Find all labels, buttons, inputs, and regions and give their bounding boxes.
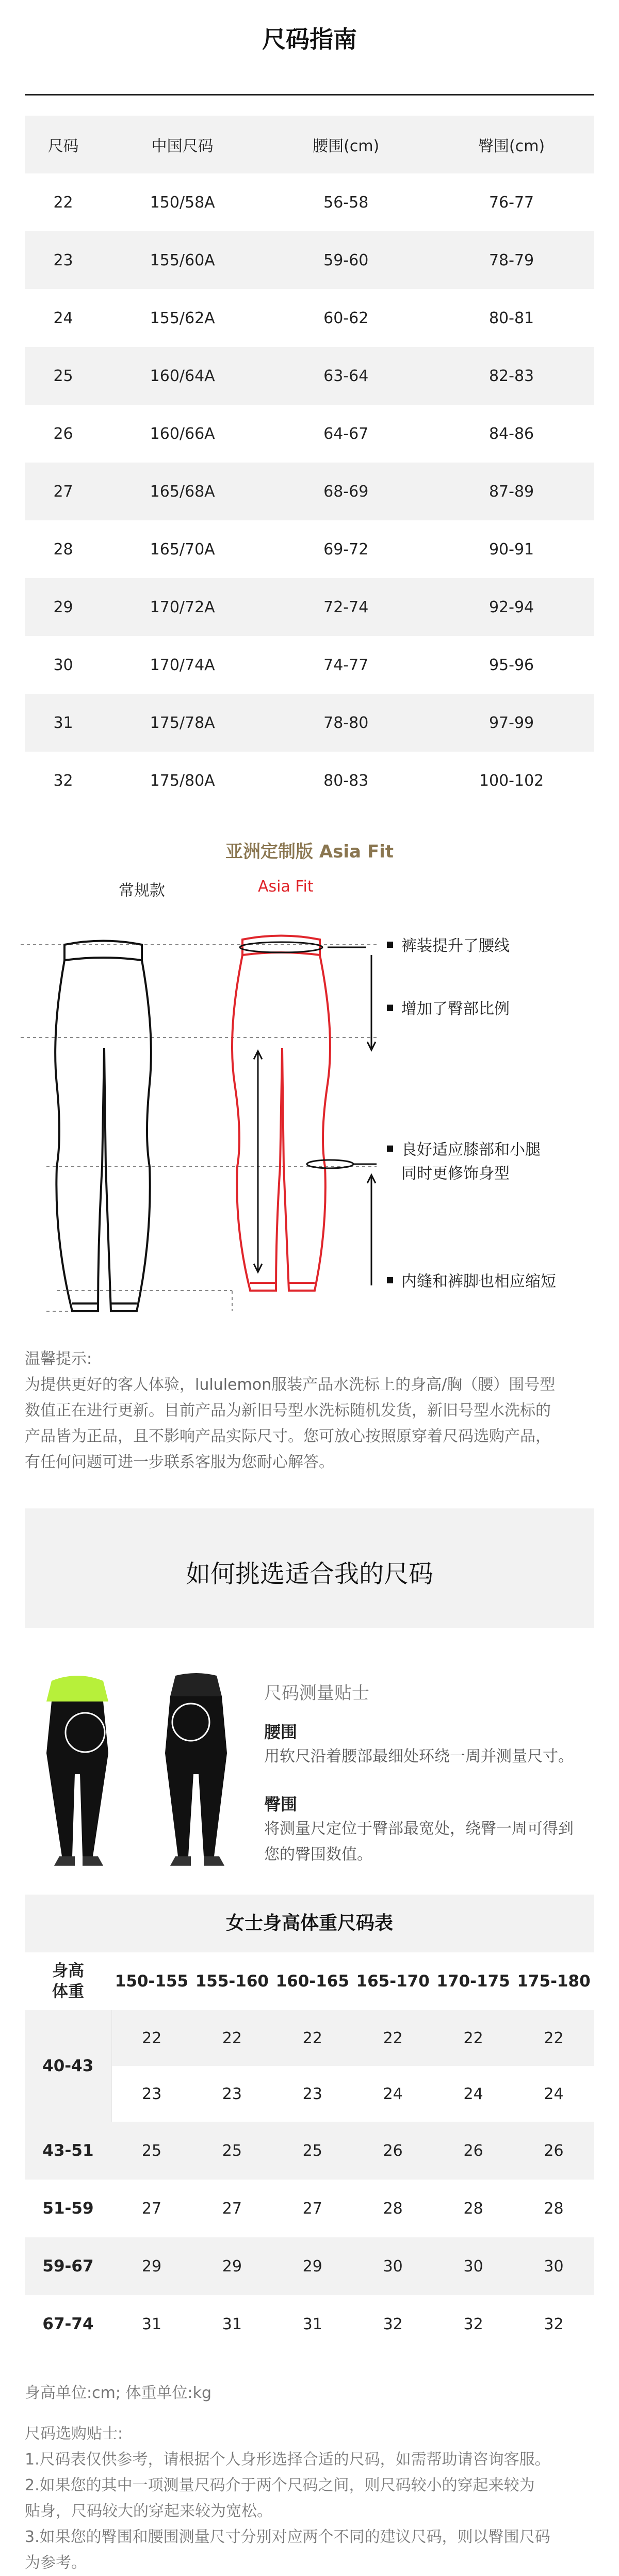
- header-size: 尺码: [47, 137, 79, 155]
- size-cell: 22: [433, 2010, 514, 2066]
- cell-hip: 80-81: [488, 309, 534, 327]
- cell-waist: 68-69: [323, 482, 369, 501]
- size-table: [25, 116, 594, 809]
- size-cell: 25: [272, 2122, 353, 2180]
- size-cell: 23: [111, 2066, 192, 2122]
- how-to-banner: [25, 1508, 594, 1628]
- cell-size: 30: [53, 656, 73, 674]
- cell-hip: 84-86: [488, 424, 534, 443]
- cell-waist: 64-67: [323, 424, 369, 443]
- size-cell: 22: [111, 2010, 192, 2066]
- size-cell: 32: [463, 2315, 483, 2333]
- cell-waist: 74-77: [323, 656, 369, 674]
- regular-label: 常规款: [119, 882, 165, 900]
- cell-cn-size: 175/80A: [150, 771, 215, 790]
- note-text: 良好适应膝部和小腿: [401, 1141, 541, 1159]
- weight-cell: 59-67: [25, 2237, 111, 2295]
- cell-waist: 72-74: [323, 598, 369, 616]
- page-title: 尺码指南: [262, 25, 357, 53]
- hw-table-title: 女士身高体重尺码表: [25, 1895, 594, 1952]
- cell-waist: 80-83: [323, 771, 369, 790]
- waist-heading: 腰围: [264, 1722, 298, 1742]
- size-cell: 31: [141, 2315, 162, 2333]
- cell-hip: 87-89: [488, 482, 534, 501]
- note-shape: 同时更修饰身型: [401, 1165, 510, 1183]
- cell-waist: 78-80: [323, 713, 369, 732]
- table-row: [25, 289, 594, 347]
- size-cell: 23: [302, 2085, 322, 2103]
- note-text: 增加了臀部比例: [401, 1000, 510, 1018]
- measure-title: 尺码测量贴士: [264, 1683, 369, 1704]
- advice-line: 2.如果您的其中一项测量尺码介于两个尺码之间，则尺码较小的穿起来较为: [25, 2476, 535, 2494]
- waist-text: 用软尺沿着腰部最细处环绕一周并测量尺寸。: [264, 1747, 574, 1766]
- bullet-icon: [387, 1005, 393, 1011]
- cell-waist: 60-62: [323, 309, 369, 327]
- hip-text: [264, 1816, 599, 1868]
- size-cell: 24: [544, 2085, 564, 2103]
- cell-cn-size: 165/68A: [150, 482, 215, 501]
- height-col: 150-155: [115, 1972, 189, 1991]
- weight-cell: 40-43: [25, 2010, 111, 2122]
- bullet-icon: [387, 1146, 393, 1152]
- size-cell: 26: [514, 2122, 594, 2180]
- note-knee: [387, 1138, 541, 1162]
- cell-size: 31: [53, 713, 73, 732]
- cell-hip: 82-83: [488, 367, 534, 385]
- cell-hip: 100-102: [479, 771, 544, 790]
- size-cell: 29: [272, 2237, 353, 2295]
- size-cell: 24: [383, 2085, 403, 2103]
- weight-cell: 51-59: [42, 2199, 94, 2218]
- cell-waist: 63-64: [323, 367, 369, 385]
- weight-cell: 67-74: [42, 2315, 94, 2333]
- table-row: [25, 405, 594, 463]
- cell-cn-size: 170/72A: [150, 598, 215, 616]
- table-row: [25, 578, 594, 636]
- size-cell: 27: [141, 2199, 162, 2218]
- table-row: [25, 2122, 594, 2180]
- height-col: 155-160: [195, 1972, 269, 1991]
- note-inseam: [387, 1270, 556, 1294]
- table-row: [25, 231, 594, 289]
- table-row: [25, 463, 594, 520]
- cell-waist: 59-60: [323, 251, 369, 269]
- note-text: 裤装提升了腰线: [401, 937, 510, 955]
- hw-table: [25, 1952, 594, 2353]
- cell-waist: 69-72: [323, 540, 369, 559]
- advice-line: 为参考。: [25, 2554, 87, 2572]
- model-back-image: [150, 1671, 242, 1877]
- asia-fit-figure: [15, 878, 604, 1332]
- cell-cn-size: 160/64A: [150, 367, 215, 385]
- cell-size: 26: [53, 424, 73, 443]
- size-cell: 22: [272, 2010, 353, 2066]
- cell-cn-size: 155/62A: [150, 309, 215, 327]
- table-row: [25, 520, 594, 578]
- unit-note: 身高单位:cm; 体重单位:kg: [25, 2384, 211, 2402]
- advice-title: 尺码选购贴士:: [25, 2425, 123, 2443]
- cell-size: 22: [53, 193, 73, 212]
- asia-fit-title: 亚洲定制版 Asia Fit: [225, 841, 394, 862]
- table-row: [25, 752, 594, 809]
- cell-cn-size: 150/58A: [150, 193, 215, 212]
- cell-cn-size: 165/70A: [150, 540, 215, 559]
- cell-size: 32: [53, 771, 73, 790]
- size-cell: 26: [353, 2122, 433, 2180]
- size-cell: 29: [192, 2237, 272, 2295]
- size-cell: 27: [302, 2199, 322, 2218]
- size-cell: 28: [383, 2199, 403, 2218]
- note-waistline: [387, 934, 510, 958]
- note-text: 内缝和裤脚也相应缩短: [401, 1273, 556, 1291]
- size-cell: 22: [353, 2010, 433, 2066]
- cell-waist: 56-58: [323, 193, 369, 212]
- cell-hip: 90-91: [488, 540, 534, 559]
- bullet-icon: [387, 1277, 393, 1283]
- tips-line: 产品皆为正品，且不影响产品实际尺寸。您可放心按照原穿着尺码选购产品，: [25, 1427, 551, 1445]
- table-row: [25, 2010, 594, 2066]
- weight-cell: 43-51: [25, 2122, 111, 2180]
- size-cell: 30: [353, 2237, 433, 2295]
- table-row: [25, 347, 594, 405]
- hip-text-line: 将测量尺定位于臀部最宽处，绕臀一周可得到: [264, 1820, 574, 1838]
- size-cell: 22: [514, 2010, 594, 2066]
- size-cell: 31: [302, 2315, 322, 2333]
- cell-size: 23: [53, 251, 73, 269]
- bullet-icon: [387, 942, 393, 948]
- table-row: [25, 2180, 594, 2237]
- cell-size: 25: [53, 367, 73, 385]
- advice-line: 1.尺码表仅供参考，请根据个人身形选择合适的尺码，如需帮助请咨询客服。: [25, 2451, 550, 2469]
- cell-size: 29: [53, 598, 73, 616]
- tips-line: 为提供更好的客人体验，lululemon服装产品水洗标上的身高/胸（腰）围号型: [25, 1376, 556, 1394]
- cell-hip: 95-96: [488, 656, 534, 674]
- cell-cn-size: 170/74A: [150, 656, 215, 674]
- header-waist: 腰围(cm): [313, 137, 380, 155]
- tips-title: 温馨提示:: [25, 1350, 92, 1368]
- size-cell: 28: [544, 2199, 564, 2218]
- annotation-arrows: [240, 942, 377, 1285]
- corner-height: 身高: [52, 1962, 84, 1980]
- hip-heading: 臀围: [264, 1794, 298, 1814]
- hip-text-line: 您的臀围数值。: [264, 1846, 372, 1864]
- header-hip: 臀围(cm): [478, 137, 545, 155]
- size-cell: 25: [111, 2122, 192, 2180]
- size-cell: 30: [433, 2237, 514, 2295]
- height-col: 165-170: [356, 1972, 430, 1991]
- cell-size: 28: [53, 540, 73, 559]
- cell-hip: 97-99: [488, 713, 534, 732]
- advice-line: 3.如果您的臀围和腰围测量尺寸分别对应两个不同的建议尺码，则以臀围尺码: [25, 2528, 550, 2546]
- table-row: [25, 2237, 594, 2295]
- cell-hip: 92-94: [488, 598, 534, 616]
- table-row: [25, 2295, 594, 2353]
- height-col: 175-180: [517, 1972, 591, 1991]
- leggings-illustration: [15, 878, 604, 1332]
- regular-leggings: [55, 941, 151, 1312]
- advice-line: 贴身，尺码较大的穿起来较为宽松。: [25, 2502, 272, 2520]
- note-hip: [387, 997, 510, 1021]
- size-table-header: [25, 116, 594, 173]
- how-to-title: 如何挑选适合我的尺码: [185, 1560, 433, 1588]
- model-front-image: [31, 1671, 124, 1877]
- corner-weight: 体重: [52, 1982, 84, 2001]
- header-cn-size: 中国尺码: [151, 137, 214, 155]
- cell-size: 27: [53, 482, 73, 501]
- hw-table-header: [25, 1952, 594, 2010]
- cell-cn-size: 155/60A: [150, 251, 215, 269]
- height-col: 170-175: [436, 1972, 510, 1991]
- size-cell: 29: [111, 2237, 192, 2295]
- size-cell: 30: [514, 2237, 594, 2295]
- hw-corner: [25, 1952, 111, 2010]
- tips-line: 数值正在进行更新。目前产品为新旧号型水洗标随机发货，新旧号型水洗标的: [25, 1402, 551, 1420]
- table-row: [25, 636, 594, 694]
- size-cell: 24: [463, 2085, 483, 2103]
- size-cell: 22: [192, 2010, 272, 2066]
- height-col: 160-165: [275, 1972, 349, 1991]
- asia-fit-label: Asia Fit: [258, 878, 314, 896]
- tips-block: [25, 1346, 594, 1475]
- size-cell: 32: [544, 2315, 564, 2333]
- size-cell: 28: [463, 2199, 483, 2218]
- cell-hip: 76-77: [488, 193, 534, 212]
- asia-fit-leggings: [232, 936, 330, 1291]
- advice-block: [25, 2421, 594, 2576]
- cell-size: 24: [53, 309, 73, 327]
- cell-cn-size: 160/66A: [150, 424, 215, 443]
- title-divider: [25, 94, 594, 96]
- size-cell: 23: [222, 2085, 242, 2103]
- table-row: [25, 173, 594, 231]
- size-cell: 27: [222, 2199, 242, 2218]
- cell-hip: 78-79: [488, 251, 534, 269]
- table-row: [25, 694, 594, 752]
- cell-cn-size: 175/78A: [150, 713, 215, 732]
- tips-line: 有任何问题可进一步联系客服为您耐心解答。: [25, 1453, 334, 1471]
- size-cell: 32: [383, 2315, 403, 2333]
- size-cell: 31: [222, 2315, 242, 2333]
- size-cell: 25: [192, 2122, 272, 2180]
- size-cell: 26: [433, 2122, 514, 2180]
